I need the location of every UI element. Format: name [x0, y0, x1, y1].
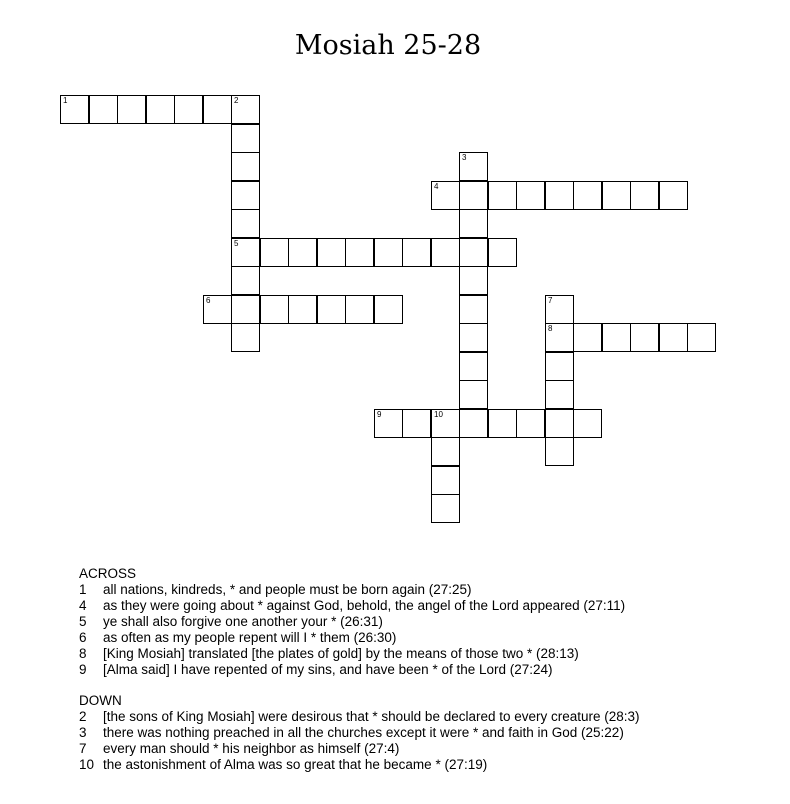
- down-clue-text: every man should * his neighbor as himself (27:4): [103, 741, 400, 756]
- grid-cell[interactable]: [431, 437, 460, 466]
- grid-cell[interactable]: [602, 181, 631, 210]
- clue-number: 2: [234, 96, 239, 105]
- clue-number: 7: [548, 296, 553, 305]
- grid-cell[interactable]: [687, 323, 716, 352]
- down-clue: [79, 725, 779, 741]
- across-clue-number: 9: [79, 662, 87, 677]
- grid-cell[interactable]: [630, 181, 659, 210]
- grid-cell[interactable]: [488, 238, 517, 267]
- grid-cell[interactable]: [60, 95, 89, 124]
- grid-cell[interactable]: [203, 95, 232, 124]
- grid-cell[interactable]: [374, 409, 403, 438]
- grid-cell[interactable]: [659, 181, 688, 210]
- clue-number: 5: [234, 239, 239, 248]
- across-clue: [79, 646, 779, 662]
- grid-cell[interactable]: [231, 181, 260, 210]
- grid-cell[interactable]: [573, 181, 602, 210]
- across-clue-text: ye shall also forgive one another your * (26:31): [103, 614, 383, 629]
- grid-cell[interactable]: [231, 238, 260, 267]
- down-clue: [79, 741, 779, 757]
- across-clue-number: 1: [79, 582, 87, 597]
- grid-cell[interactable]: [459, 380, 488, 409]
- grid-cell[interactable]: [573, 409, 602, 438]
- grid-cell[interactable]: [431, 238, 460, 267]
- down-clue: [79, 757, 779, 773]
- down-clue: [79, 709, 779, 725]
- across-heading: ACROSS: [79, 566, 137, 581]
- grid-cell[interactable]: [317, 295, 346, 324]
- grid-cell[interactable]: [231, 323, 260, 352]
- grid-cell[interactable]: [431, 181, 460, 210]
- grid-cell[interactable]: [659, 323, 688, 352]
- across-clue-number: 8: [79, 646, 87, 661]
- grid-cell[interactable]: [402, 238, 431, 267]
- grid-cell[interactable]: [545, 409, 574, 438]
- grid-cell[interactable]: [402, 409, 431, 438]
- grid-cell[interactable]: [345, 238, 374, 267]
- clue-number: 6: [206, 296, 211, 305]
- grid-cell[interactable]: [545, 295, 574, 324]
- grid-cell[interactable]: [431, 494, 460, 523]
- clue-number: 8: [548, 324, 553, 333]
- grid-cell[interactable]: [231, 95, 260, 124]
- grid-cell[interactable]: [516, 409, 545, 438]
- down-clue-number: 2: [79, 709, 87, 724]
- clue-number: 9: [377, 410, 382, 419]
- across-clue: [79, 662, 779, 678]
- grid-cell[interactable]: [459, 209, 488, 238]
- grid-cell[interactable]: [260, 295, 289, 324]
- grid-cell[interactable]: [89, 95, 118, 124]
- down-heading: DOWN: [79, 693, 122, 708]
- across-clue-text: [King Mosiah] translated [the plates of gold] by the means of those two * (28:13): [103, 646, 579, 661]
- across-clue-text: as often as my people repent will I * them (26:30): [103, 630, 397, 645]
- across-clue-text: as they were going about * against God, behold, the angel of the Lord appeared (27:11): [103, 598, 626, 613]
- across-clue-text: [Alma said] I have repented of my sins, and have been * of the Lord (27:24): [103, 662, 553, 677]
- grid-cell[interactable]: [317, 238, 346, 267]
- across-clue-text: all nations, kindreds, * and people must be born again (27:25): [103, 582, 472, 597]
- grid-cell[interactable]: [345, 295, 374, 324]
- grid-cell[interactable]: [459, 352, 488, 381]
- down-clue-text: the astonishment of Alma was so great that he became * (27:19): [103, 757, 488, 772]
- down-clue-text: [the sons of King Mosiah] were desirous that * should be declared to every creature (28:3): [103, 709, 640, 724]
- grid-cell[interactable]: [516, 181, 545, 210]
- grid-cell[interactable]: [146, 95, 175, 124]
- grid-cell[interactable]: [288, 295, 317, 324]
- grid-cell[interactable]: [488, 409, 517, 438]
- across-clue: [79, 614, 779, 630]
- grid-cell[interactable]: [545, 352, 574, 381]
- grid-cell[interactable]: [459, 266, 488, 295]
- grid-cell[interactable]: [459, 409, 488, 438]
- grid-cell[interactable]: [459, 152, 488, 181]
- grid-cell[interactable]: [431, 409, 460, 438]
- down-clue-list: [79, 709, 779, 773]
- puzzle-title: Mosiah 25-28: [294, 30, 482, 61]
- grid-cell[interactable]: [459, 238, 488, 267]
- grid-cell[interactable]: [174, 95, 203, 124]
- grid-cell[interactable]: [117, 95, 146, 124]
- grid-cell[interactable]: [231, 124, 260, 153]
- across-clue-number: 5: [79, 614, 87, 629]
- grid-cell[interactable]: [459, 323, 488, 352]
- clue-number: 10: [434, 410, 443, 419]
- grid-cell[interactable]: [545, 181, 574, 210]
- grid-cell[interactable]: [459, 295, 488, 324]
- across-clue-list: [79, 582, 779, 678]
- grid-cell[interactable]: [231, 295, 260, 324]
- across-clue-number: 4: [79, 598, 87, 613]
- across-clue: [79, 598, 779, 614]
- grid-cell[interactable]: [488, 181, 517, 210]
- grid-cell[interactable]: [431, 466, 460, 495]
- across-clue: [79, 582, 779, 598]
- across-clue: [79, 630, 779, 646]
- down-clue-number: 3: [79, 725, 87, 740]
- grid-cell[interactable]: [545, 437, 574, 466]
- clue-number: 3: [462, 153, 467, 162]
- clue-number: 4: [434, 182, 439, 191]
- grid-cell[interactable]: [231, 266, 260, 295]
- grid-cell[interactable]: [573, 323, 602, 352]
- grid-cell[interactable]: [231, 152, 260, 181]
- grid-cell[interactable]: [288, 238, 317, 267]
- grid-cell[interactable]: [545, 380, 574, 409]
- grid-cell[interactable]: [630, 323, 659, 352]
- grid-cell[interactable]: [545, 323, 574, 352]
- grid-cell[interactable]: [231, 209, 260, 238]
- grid-cell[interactable]: [602, 323, 631, 352]
- down-clue-text: there was nothing preached in all the churches except it were * and faith in God (25:22): [103, 725, 624, 740]
- grid-cell[interactable]: [260, 238, 289, 267]
- clues-panel: [79, 566, 779, 773]
- grid-cell[interactable]: [374, 295, 403, 324]
- grid-cell[interactable]: [459, 181, 488, 210]
- grid-cell[interactable]: [203, 295, 232, 324]
- clue-number: 1: [63, 96, 68, 105]
- down-clue-number: 10: [79, 757, 95, 772]
- down-clue-number: 7: [79, 741, 87, 756]
- grid-cell[interactable]: [374, 238, 403, 267]
- across-clue-number: 6: [79, 630, 87, 645]
